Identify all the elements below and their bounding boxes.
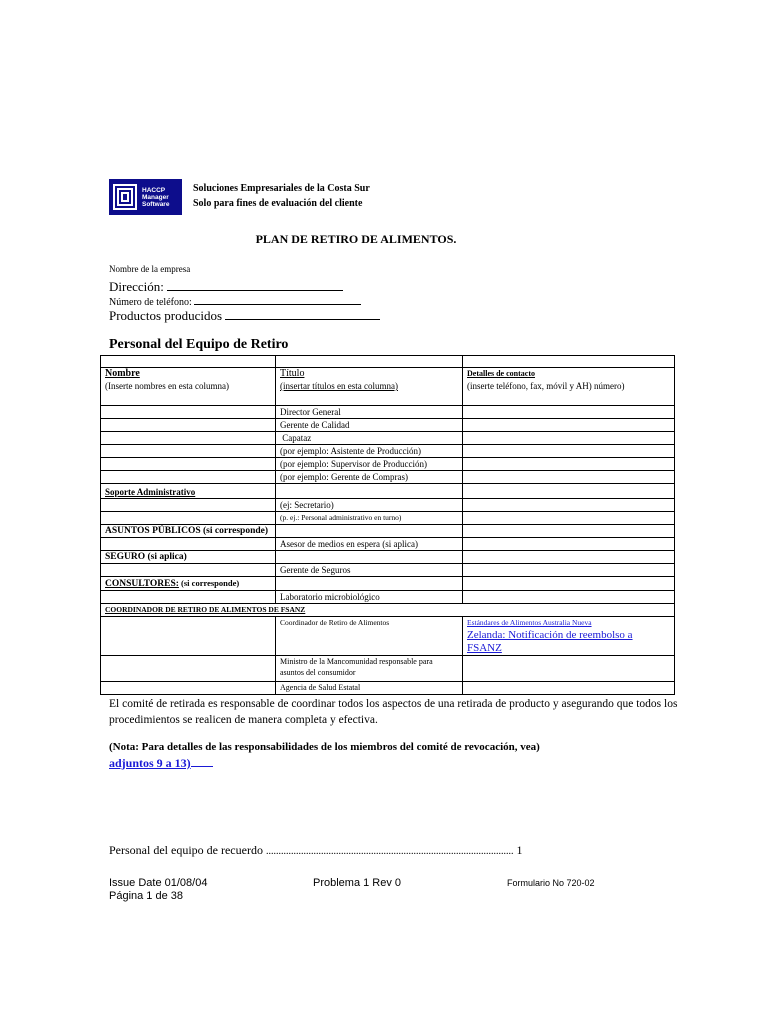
recall-team-table <box>100 355 675 695</box>
table-row <box>101 512 675 525</box>
admin-support-label: Soporte Administrativo <box>101 484 276 499</box>
contact-column-header <box>463 368 675 406</box>
table-row <box>101 432 675 445</box>
table-row <box>101 682 675 695</box>
table-row <box>101 525 675 538</box>
table-cell[interactable] <box>463 577 675 591</box>
table-cell[interactable] <box>101 512 276 525</box>
company-name-label: Nombre de la empresa <box>109 264 191 274</box>
table-cell[interactable] <box>463 512 675 525</box>
table-cell[interactable] <box>463 551 675 564</box>
company-logo <box>109 179 182 215</box>
table-row <box>101 577 675 591</box>
consultants-note: (si corresponde) <box>178 578 240 588</box>
toc-page-number: 1 <box>516 843 523 857</box>
table-cell[interactable] <box>101 617 276 656</box>
table-row <box>101 499 675 512</box>
table-cell[interactable] <box>463 432 675 445</box>
committee-paragraph: El comité de retirada es responsable de coordinar todos los aspectos de una retirada de producto y asegurando que todos los procedimientos se realicen de manera completa y efectiva. <box>109 698 678 726</box>
table-cell[interactable] <box>101 356 276 368</box>
fsanz-standards-link[interactable]: Estándares de Alimentos Australia Nueva <box>467 618 592 627</box>
table-cell[interactable] <box>463 471 675 484</box>
name-header: Nombre <box>105 368 140 379</box>
table-cell[interactable] <box>276 551 463 564</box>
table-row <box>101 617 675 656</box>
issue-date: Issue Date 01/08/04 <box>109 877 208 889</box>
table-cell[interactable] <box>463 499 675 512</box>
health-agency-title: Agencia de Salud Estatal <box>276 682 463 695</box>
table-cell[interactable] <box>101 499 276 512</box>
consultants-label-cell <box>101 577 276 591</box>
annex-link[interactable] <box>109 756 213 771</box>
table-cell[interactable] <box>101 432 276 445</box>
table-row <box>101 564 675 577</box>
table-row <box>101 656 675 682</box>
coordinator-title: Coordinador de Retiro de Alimentos <box>276 617 463 656</box>
fsanz-link-cell <box>463 617 675 656</box>
table-cell[interactable] <box>101 591 276 604</box>
name-header-hint: (Inserte nombres en esta columna) <box>105 381 229 391</box>
table-cell[interactable] <box>463 419 675 432</box>
annex-link-text[interactable]: adjuntos 9 a 13) <box>109 756 191 770</box>
insurance-label: SEGURO (si aplica) <box>101 551 276 564</box>
table-cell[interactable] <box>463 445 675 458</box>
public-affairs-label: ASUNTOS PÚBLICOS (si corresponde) <box>101 525 276 538</box>
address-field[interactable] <box>109 279 343 295</box>
example-title: (por ejemplo: Gerente de Compras) <box>276 471 463 484</box>
media-advisor-title: Asesor de medios en espera (si aplica) <box>276 538 463 551</box>
director-title: Director General <box>276 406 463 419</box>
table-cell[interactable] <box>463 406 675 419</box>
table-row <box>101 445 675 458</box>
lab-title: Laboratorio microbiológico <box>276 591 463 604</box>
fsanz-notification-link[interactable]: Zelanda: Notificación de reembolso a FSANZ <box>467 629 633 654</box>
products-label: Productos producidos <box>109 308 223 323</box>
section-title: Personal del Equipo de Retiro <box>109 337 289 352</box>
example-title: (por ejemplo: Supervisor de Producción) <box>276 458 463 471</box>
example-title: (por ejemplo: Asistente de Producción) <box>276 445 463 458</box>
table-row <box>101 604 675 617</box>
table-cell[interactable] <box>463 356 675 368</box>
phone-label: Número de teléfono: <box>109 297 192 308</box>
document-title: PLAN DE RETIRO DE ALIMENTOS. <box>255 232 457 246</box>
company-info <box>193 181 370 211</box>
table-cell[interactable] <box>463 525 675 538</box>
table-cell[interactable] <box>463 458 675 471</box>
table-cell[interactable] <box>463 591 675 604</box>
contact-header: Detalles de contacto <box>467 369 535 378</box>
table-row <box>101 591 675 604</box>
table-row <box>101 484 675 499</box>
annex-underline <box>191 766 213 767</box>
admin-staff-title: (p. ej.: Personal administrativo en turno) <box>276 512 463 525</box>
address-line <box>167 280 343 291</box>
footer-left <box>109 877 207 903</box>
table-cell[interactable] <box>276 577 463 591</box>
table-row <box>101 406 675 419</box>
products-field[interactable] <box>109 308 380 324</box>
phone-field[interactable] <box>109 294 361 308</box>
logo-text <box>142 187 169 208</box>
toc-label: Personal del equipo de recuerdo <box>109 843 263 857</box>
table-header-row <box>101 368 675 406</box>
responsibilities-note: (Nota: Para detalles de las responsabilidades de los miembros del comité de revocación, vea) <box>109 741 540 753</box>
table-row <box>101 471 675 484</box>
table-cell[interactable] <box>463 484 675 499</box>
table-cell[interactable] <box>101 458 276 471</box>
table-row <box>101 551 675 564</box>
logo-line: Software <box>142 200 170 208</box>
toc-leader: ................................................................................................... <box>265 846 514 857</box>
fsanz-coordinator-header: COORDINADOR DE RETIRO DE ALIMENTOS DE FSANZ <box>101 604 675 617</box>
form-number: Formulario No 720-02 <box>507 878 595 888</box>
table-cell[interactable] <box>463 682 675 695</box>
table-cell[interactable] <box>463 538 675 551</box>
phone-line <box>194 294 361 305</box>
table-row <box>101 458 675 471</box>
table-cell[interactable] <box>101 419 276 432</box>
quality-manager-title: Gerente de Calidad <box>276 419 463 432</box>
table-cell[interactable] <box>463 656 675 682</box>
consultants-label: CONSULTORES: <box>105 579 179 589</box>
foreman-title: Capataz <box>276 432 463 445</box>
table-cell[interactable] <box>101 564 276 577</box>
products-line <box>225 309 380 320</box>
table-row <box>101 538 675 551</box>
toc-entry[interactable] <box>109 843 522 858</box>
contact-header-hint: (inserte teléfono, fax, móvil y AH) número) <box>467 381 625 391</box>
table-cell[interactable] <box>101 538 276 551</box>
evaluation-line: Solo para fines de evaluación del cliente <box>193 198 363 209</box>
page-number: Página 1 de 38 <box>109 890 184 902</box>
logo-spiral-icon <box>113 184 137 210</box>
table-cell[interactable] <box>101 445 276 458</box>
insurance-manager-title: Gerente de Seguros <box>276 564 463 577</box>
name-column-header <box>101 368 276 406</box>
logo-line: HACCP <box>142 186 166 194</box>
title-header: Título <box>280 368 305 379</box>
table-cell[interactable] <box>101 406 276 419</box>
table-cell[interactable] <box>463 564 675 577</box>
logo-line: Manager <box>142 193 169 201</box>
table-row <box>101 356 675 368</box>
table-cell[interactable] <box>101 656 276 682</box>
minister-title: Ministro de la Mancomunidad responsable para asuntos del consumidor <box>276 656 463 682</box>
address-label: Dirección: <box>109 279 164 294</box>
table-cell[interactable] <box>101 682 276 695</box>
table-row <box>101 419 675 432</box>
secretary-title: (ej: Secretario) <box>276 499 463 512</box>
title-header-hint: (insertar títulos en esta columna) <box>280 381 398 391</box>
table-cell[interactable] <box>276 356 463 368</box>
revision-label: Problema 1 Rev 0 <box>313 877 402 889</box>
title-column-header <box>276 368 463 406</box>
table-cell[interactable] <box>276 484 463 499</box>
table-cell[interactable] <box>101 471 276 484</box>
table-cell[interactable] <box>276 525 463 538</box>
company-name-line: Soluciones Empresariales de la Costa Sur <box>193 183 370 194</box>
